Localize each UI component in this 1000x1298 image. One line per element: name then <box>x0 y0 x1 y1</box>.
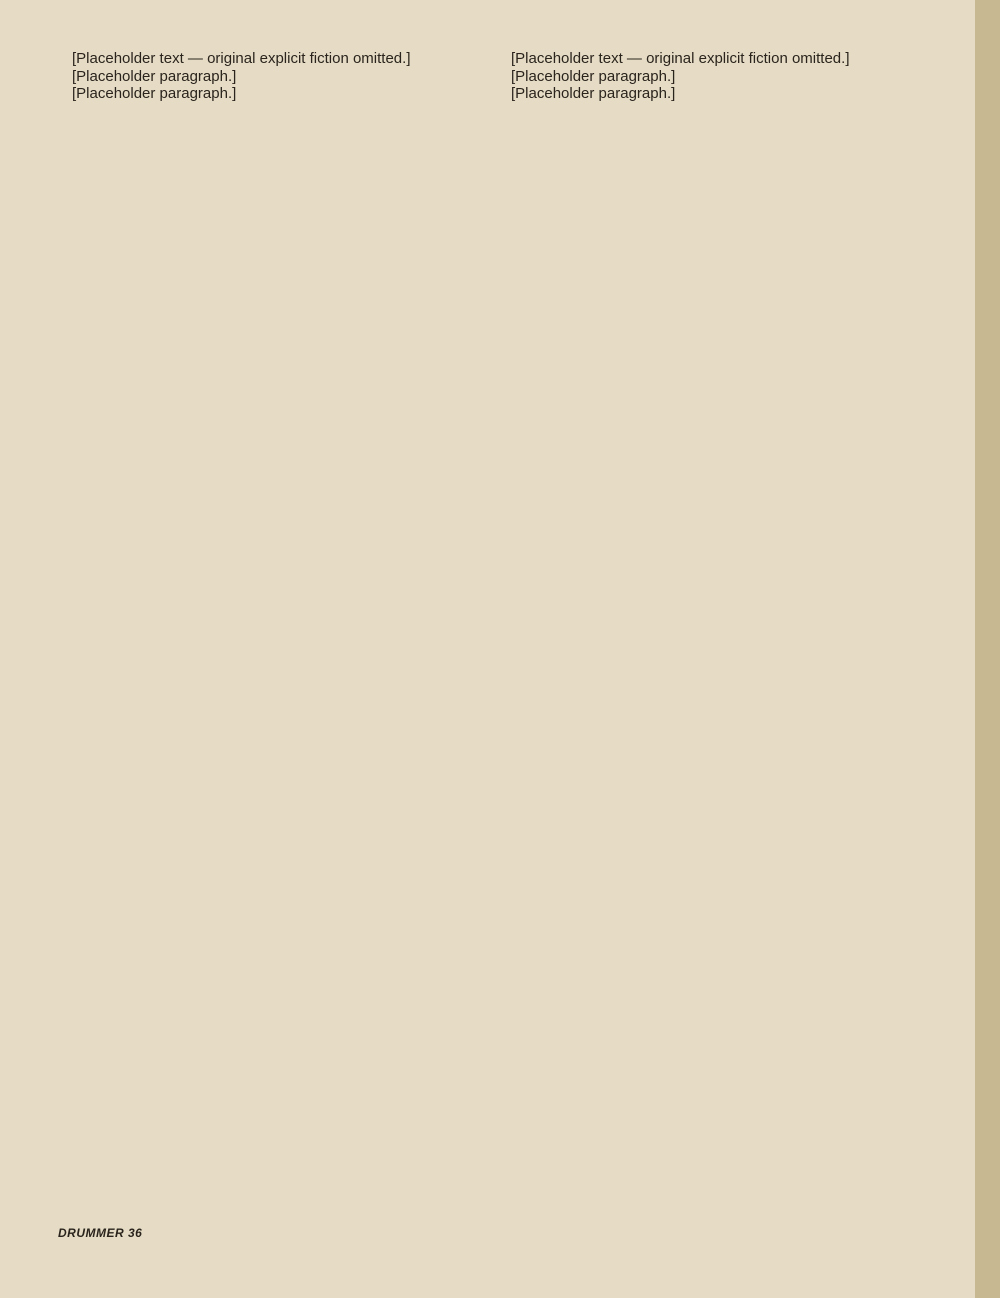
right-column <box>497 50 912 103</box>
page-folio: DRUMMER 36 <box>58 1226 143 1240</box>
left-column <box>58 50 473 103</box>
paragraph: [Placeholder text — original explicit fiction omitted.] <box>72 50 411 67</box>
page-edge <box>975 0 1000 1298</box>
paragraph: [Placeholder paragraph.] <box>72 67 237 85</box>
paragraph: [Placeholder paragraph.] <box>72 85 237 103</box>
paragraph: [Placeholder text — original explicit fiction omitted.] <box>511 50 850 67</box>
paragraph: [Placeholder paragraph.] <box>511 67 676 85</box>
paragraph: [Placeholder paragraph.] <box>511 85 676 103</box>
